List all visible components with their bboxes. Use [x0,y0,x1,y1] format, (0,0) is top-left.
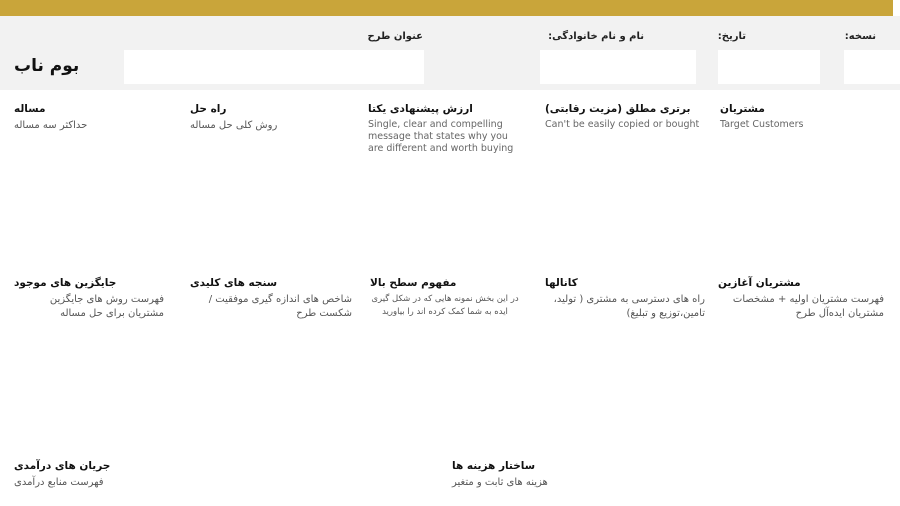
high-level-concept-title: مفهوم سطح بالا [370,277,457,289]
revenue-streams-cell[interactable] [14,460,214,490]
solution-title: راه حل [190,103,227,115]
cost-structure-title: ساختار هزینه ها [452,460,536,472]
uvp-desc: Single, clear and compelling message that states why you are different and worth buying [368,119,514,154]
date-field[interactable] [718,50,820,84]
alternatives-desc: فهرست روش های جایگزین مشتریان برای حل مساله [49,294,164,319]
canvas-header [0,16,900,90]
channels-title: کانالها [545,277,578,289]
problem-cell[interactable] [14,103,174,133]
revenue-streams-title: جریان های درآمدی [14,460,111,472]
high-level-concept-desc: در این بخش نمونه هایی که در شکل گیری ایده به شما کمک کرده اند را بیاورید [371,294,519,317]
advantage-cell[interactable] [545,103,713,131]
high-level-concept-cell[interactable] [370,277,520,319]
version-field[interactable] [844,50,900,84]
alternatives-title: جایگزین های موجود [14,277,117,289]
project-title-label: عنوان طرح [367,31,423,42]
cost-structure-desc: هزینه های ثابت و متغیر [452,477,548,488]
channels-desc: راه های دسترسی به مشتری ( تولید، تامین،توزیع و تبلیغ) [553,294,705,319]
key-metrics-desc: شاخص های اندازه گیری موفقیت / شکست طرح [208,294,352,319]
solution-cell[interactable] [190,103,350,133]
revenue-streams-desc: فهرست منابع درآمدی [14,477,104,488]
project-title-field[interactable] [124,50,424,84]
customers-desc: Target Customers [720,119,804,130]
early-adopters-cell[interactable] [718,277,884,321]
uvp-cell[interactable] [368,103,526,155]
channels-cell[interactable] [545,277,705,321]
customers-cell[interactable] [720,103,882,131]
top-accent-bar [0,0,893,16]
problem-desc: حداکثر سه مساله [14,120,88,131]
name-field[interactable] [540,50,696,84]
customers-title: مشتریان [720,103,765,115]
solution-desc: روش کلی حل مساله [190,120,278,131]
early-adopters-title: مشتریان آغازین [718,277,801,289]
early-adopters-desc: فهرست مشتریان اولیه + مشخصات مشتریان ایده‌آل طرح [732,294,884,319]
advantage-title: برتری مطلق (مزیت رقابتی) [545,103,691,115]
advantage-desc: Can't be easily copied or bought [545,119,700,130]
key-metrics-title: سنجه های کلیدی [190,277,278,289]
problem-title: مساله [14,103,46,115]
name-label: نام و نام خانوادگی: [548,31,644,42]
cost-structure-cell[interactable] [452,460,652,490]
canvas-title: بوم ناب [14,56,80,76]
key-metrics-cell[interactable] [190,277,352,321]
date-label: تاریخ: [717,31,746,42]
alternatives-cell[interactable] [14,277,164,321]
version-label: نسخه: [844,31,876,42]
uvp-title: ارزش پیشنهادی یکتا [368,103,473,115]
